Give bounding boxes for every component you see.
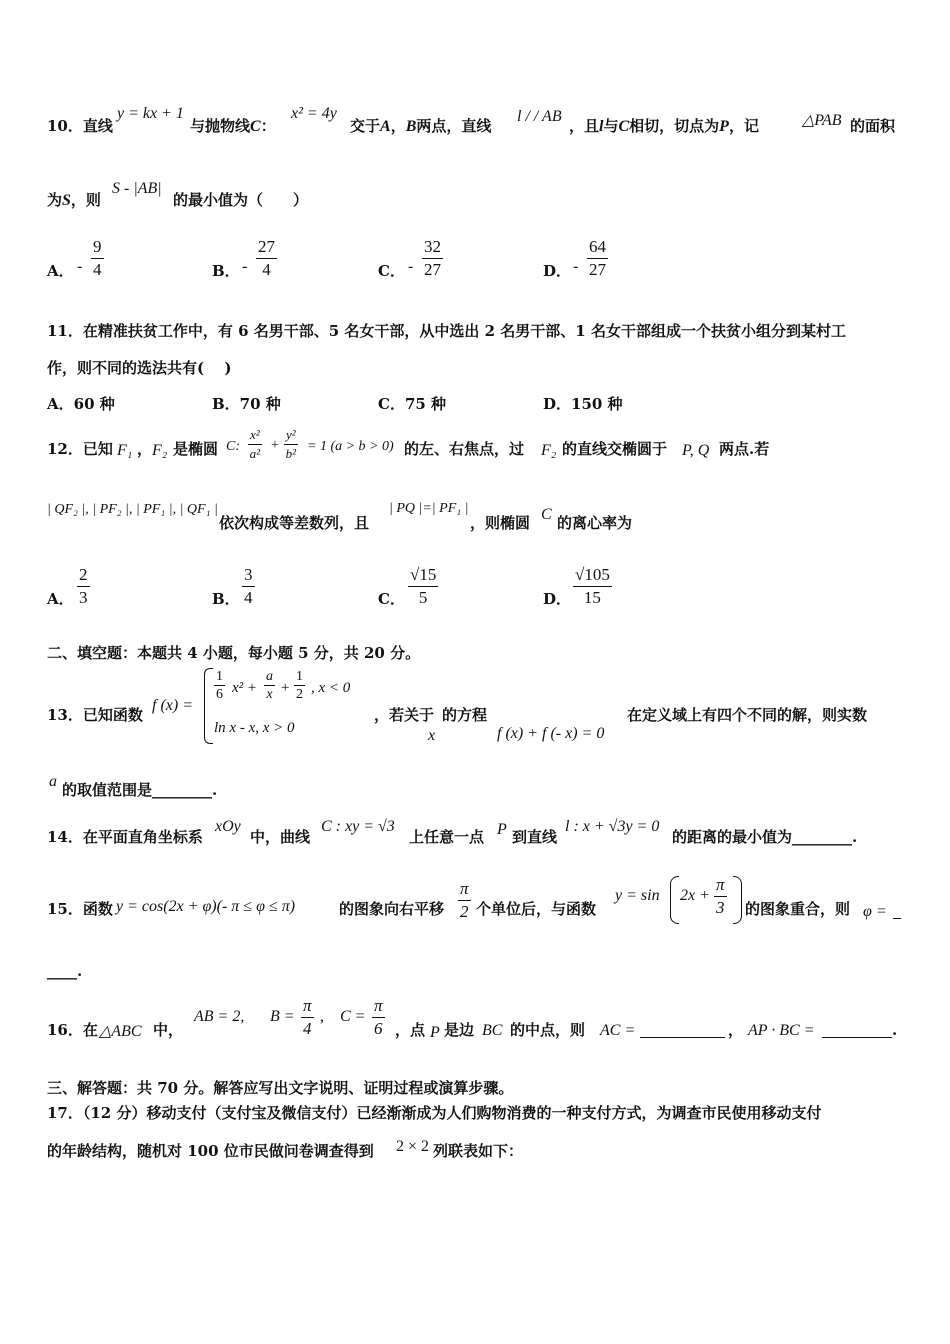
q10-option-d-denominator: 27 xyxy=(589,260,606,279)
q10-option-b-label: B． xyxy=(212,262,240,280)
q13-fx: f (x) = xyxy=(152,697,193,714)
q11-line1: 11．在精准扶贫工作中，有 6 名男干部、5 名女干部，从中选出 2 名男干部、1 名女干部组成一个扶贫小组分到某村工 xyxy=(47,322,846,340)
q12-option-a-denominator: 3 xyxy=(79,588,88,607)
q13-row1-plus: + xyxy=(281,680,290,696)
q13-row1-mid: x² + xyxy=(232,680,258,696)
q10-option-a-sign: - xyxy=(77,258,83,275)
q15-paren-left xyxy=(670,876,679,924)
q17-line1: 17．（12 分）移动支付（支付宝及微信支付）已经渐渐成为人们购物消费的一种支付方式，为调查市民使用移动支付 xyxy=(47,1104,822,1122)
q15-text-c: 的图象重合，则 xyxy=(745,900,851,918)
q15-phi: φ = xyxy=(863,903,887,920)
q10-option-b-sign: - xyxy=(242,258,248,275)
q10-option-c-fraction xyxy=(422,236,443,281)
q12-sep: ， xyxy=(137,440,153,458)
q16-c-pre: C = xyxy=(340,1008,366,1025)
q12-pq: P, Q xyxy=(682,442,710,459)
q12-c: C xyxy=(541,506,552,523)
q13-prefix: 13．已知函数 xyxy=(47,706,143,724)
q13-a: a xyxy=(49,773,57,790)
q15-text-a: 的图象向右平移 xyxy=(339,900,445,918)
q12-text-d: 两点.若 xyxy=(719,440,770,458)
section-2-heading: 二、填空题：本题共 4 小题，每小题 5 分，共 20 分。 xyxy=(47,644,421,662)
q10-line1: 10．直线 xyxy=(47,117,113,135)
q16-p: P xyxy=(430,1024,440,1041)
q12-option-d-label: D． xyxy=(543,590,572,608)
q10-option-d-label: D． xyxy=(543,262,572,280)
q13-x: x xyxy=(428,727,436,744)
q11-option-b: B．70 种 xyxy=(212,395,281,413)
q13-text-c: 在定义域上有四个不同的解，则实数 xyxy=(627,706,868,724)
q14-prefix: 14．在平面直角坐标系 xyxy=(47,828,203,846)
q10-option-b-fraction xyxy=(256,236,277,281)
q10-question-end: 的最小值为（ ） xyxy=(173,191,309,209)
q10-parabola: x² = 4y xyxy=(291,105,337,122)
q10-option-a-denominator: 4 xyxy=(93,260,102,279)
q14-curve: C : xy = √3 xyxy=(321,818,395,835)
q10-text-d: 的面积 xyxy=(850,117,896,135)
q16-bc: BC xyxy=(482,1022,503,1039)
q13-brace xyxy=(204,668,213,744)
q10-line2: 为S，则 xyxy=(47,191,101,209)
q17-text-b: 列联表如下： xyxy=(433,1142,524,1160)
q10-option-d-sign: - xyxy=(573,258,579,275)
q12-ellipse-pre: C: xyxy=(226,439,240,454)
q12-f1: F₁ xyxy=(117,442,133,459)
q10-option-c-sign: - xyxy=(408,258,414,275)
q16-prefix: 16．在 xyxy=(47,1021,98,1039)
q11-option-c: C．75 种 xyxy=(378,395,447,413)
q12-sequence: | QF₂ |, | PF₂ |, | PF₁ |, | QF₁ | xyxy=(47,502,218,517)
q15-blank-end: ____. xyxy=(47,962,83,980)
q15-fn2-frac: $\frac{\pi}{3}$ xyxy=(716,875,725,917)
q12-option-d-fraction xyxy=(573,564,612,609)
q10-option-a-fraction xyxy=(91,236,104,281)
q15-fn2-pre: y = sin xyxy=(615,887,660,904)
q15-shift-frac: $\frac{\pi}{2}$ xyxy=(460,879,469,921)
q10-option-b-numerator: 27 xyxy=(256,236,277,259)
q11-option-a: A．60 种 xyxy=(47,395,115,413)
q10-option-d-numerator: 64 xyxy=(587,236,608,259)
q15-blank-start xyxy=(893,918,901,919)
q10-option-d-fraction xyxy=(587,236,608,281)
q12-option-b-fraction xyxy=(242,564,255,609)
q17-text-a: 的年龄结构，随机对 100 位市民做问卷调查得到 xyxy=(47,1142,374,1160)
q12-ellipse-y-frac: $\frac{\text{y²}}{\text{b²}}$ xyxy=(285,427,297,461)
q16-b-frac: $\frac{\pi}{4}$ xyxy=(303,996,312,1038)
q13-row2: ln x - x, x > 0 xyxy=(214,720,295,736)
q13-row1-cond: , x < 0 xyxy=(311,680,351,696)
q10-text-c: ，且l与C相切，切点为P，记 xyxy=(569,117,759,135)
section-3-heading: 三、解答题：共 70 分。解答应写出文字说明、证明过程或演算步骤。 xyxy=(47,1079,514,1097)
q12-option-b-denominator: 4 xyxy=(244,588,253,607)
q12-prefix: 12．已知 xyxy=(47,440,113,458)
q16-ac: AC = xyxy=(600,1022,636,1039)
q14-p: P xyxy=(497,821,507,838)
q12-option-a-fraction xyxy=(77,564,90,609)
q12-option-c-numerator: √15 xyxy=(408,564,438,587)
q10-expr: S - |AB| xyxy=(112,180,162,197)
q12-text-b: 的左、右焦点，过 xyxy=(404,440,525,458)
q16-triangle: △ABC xyxy=(99,1023,142,1040)
q14-text-b: 上任意一点 xyxy=(409,828,485,846)
q12-f2: F₂ xyxy=(152,442,168,459)
q12-text-g: 的离心率为 xyxy=(557,514,633,532)
q13-frac-a-x: $\frac{a}{x}$ xyxy=(266,669,273,702)
q11-line2: 作，则不同的选法共有( ) xyxy=(47,359,232,377)
q13-text-b: 的方程 xyxy=(442,706,488,724)
q12-text-e: 依次构成等差数列，且 xyxy=(219,514,370,532)
q16-comma: , xyxy=(320,1008,324,1025)
q12-option-d-numerator: √105 xyxy=(573,564,612,587)
q13-frac-1-2: $\frac{1}{2}$ xyxy=(296,669,303,702)
q10-option-c-numerator: 32 xyxy=(422,236,443,259)
q12-option-b-numerator: 3 xyxy=(242,564,255,587)
q16-c-frac: $\frac{\pi}{6}$ xyxy=(374,996,383,1038)
q12-ellipse-x-frac: $\frac{\text{x²}}{\text{a²}}$ xyxy=(249,427,261,461)
q16-text-c: 是边 xyxy=(444,1021,475,1039)
q14-text-a: 中，曲线 xyxy=(250,828,311,846)
q16-ab: AB = 2, xyxy=(194,1008,245,1025)
q13-equation: f (x) + f (- x) = 0 xyxy=(497,725,605,742)
q12-option-a-numerator: 2 xyxy=(77,564,90,587)
q16-text-f: . xyxy=(892,1021,898,1039)
q15-prefix: 15．函数 xyxy=(47,900,113,918)
q15-text-b: 个单位后，与函数 xyxy=(476,900,597,918)
q15-paren-right xyxy=(733,876,742,924)
q10-option-b-denominator: 4 xyxy=(262,260,271,279)
q10-option-a-label: A． xyxy=(47,262,74,280)
q12-text-a: 是椭圆 xyxy=(173,440,219,458)
q17-grid: 2 × 2 xyxy=(396,1138,430,1155)
q12-option-d-denominator: 15 xyxy=(583,588,601,607)
q16-text-e: ， xyxy=(728,1021,744,1039)
q13-text-d: 的取值范围是________. xyxy=(62,781,218,799)
q13-text-a: ，若关于 xyxy=(374,706,435,724)
q14-xoy: xOy xyxy=(215,818,241,835)
q12-text-f: ，则椭圆 xyxy=(470,514,531,532)
q10-line-eq: y = kx + 1 xyxy=(117,105,184,122)
q14-text-d: 的距离的最小值为________. xyxy=(672,828,858,846)
q15-function: y = cos(2x + φ)(- π ≤ φ ≤ π) xyxy=(116,898,296,915)
q12-option-b-label: B． xyxy=(212,590,240,608)
q12-option-a-label: A． xyxy=(47,590,74,608)
q12-option-c-denominator: 5 xyxy=(418,588,428,607)
q16-ap-bc: AP · BC = xyxy=(748,1022,815,1039)
q12-condition: | PQ |=| PF₁ | xyxy=(389,501,469,516)
q12-f2-b: F₂ xyxy=(541,442,557,459)
q15-fn2-in: 2x + xyxy=(680,887,710,904)
q14-line: l : x + √3y = 0 xyxy=(565,818,660,835)
q12-option-c-label: C． xyxy=(378,590,405,608)
q13-frac-1-6: $\frac{1}{6}$ xyxy=(216,669,223,702)
q10-text-a: 与抛物线C： xyxy=(190,117,276,135)
q10-text-b: 交于A，B两点，直线 xyxy=(350,117,492,135)
q16-b-pre: B = xyxy=(270,1008,295,1025)
q10-l-parallel-ab: l / / AB xyxy=(517,108,562,125)
q10-option-c-label: C． xyxy=(378,262,405,280)
q12-ellipse-post: = 1 (a > b > 0) xyxy=(307,439,394,454)
q11-option-d: D．150 种 xyxy=(543,395,623,413)
q10-option-c-denominator: 27 xyxy=(424,260,441,279)
q10-option-a-numerator: 9 xyxy=(91,236,104,259)
q12-option-c-fraction xyxy=(408,564,438,609)
q10-triangle-pab: △PAB xyxy=(802,112,842,129)
q16-text-b: ，点 xyxy=(395,1021,426,1039)
q14-text-c: 到直线 xyxy=(512,828,558,846)
q12-plus: + xyxy=(271,438,279,453)
q16-text-d: 的中点，则 xyxy=(510,1021,586,1039)
q16-apbc-blank xyxy=(822,1037,892,1038)
q16-text-a: 中， xyxy=(153,1021,184,1039)
q16-ac-blank xyxy=(640,1037,725,1038)
q12-text-c: 的直线交椭圆于 xyxy=(562,440,668,458)
